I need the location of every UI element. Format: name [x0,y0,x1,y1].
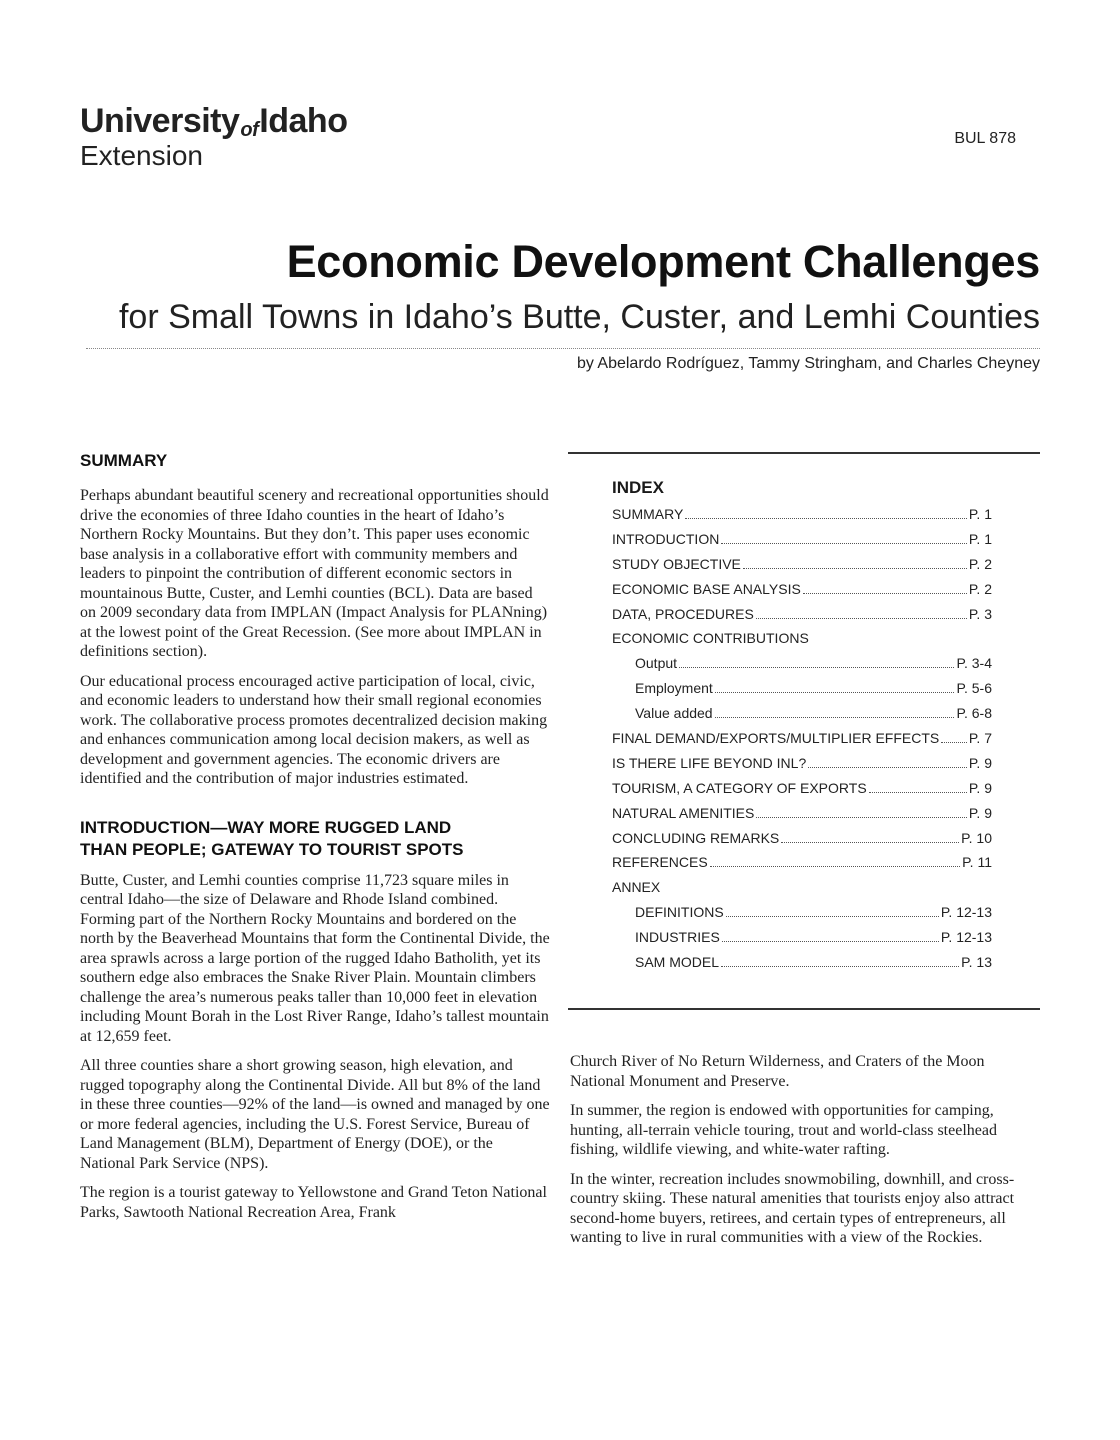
index-entry-page: P. 9 [968,754,992,771]
index-entry-label: ECONOMIC CONTRIBUTIONS [612,630,809,647]
introduction-paragraph: In the winter, recreation includes snowmobiling, downhill, and cross-country skiing. These natural amenities that tourists enjoy also attract second-home buyers, retirees, and certain types of entrepreneurs, all wanting to live in rural communities with a view of the Rockies. [570,1170,1015,1246]
title-divider [86,348,1040,349]
index-entry [612,879,992,904]
index-leader-dots [722,940,939,942]
index-leader-dots [756,816,967,818]
index-entry-page: P. 12-13 [940,904,992,921]
index-entry-label: ECONOMIC BASE ANALYSIS [612,580,801,597]
index-entry [612,655,992,680]
index-leader-dots [721,965,959,967]
introduction-paragraph: Butte, Custer, and Lemhi counties comprise 11,723 square miles in central Idaho—the size of Delaware and Rhode Island combined. Forming part of the Northern Rocky Mountains and bordered on the north by the Beaverhead Mountains that form the Continental Divide, the area sprawls across a large portion of the rugged Idaho Batholith, yet its southern edge also embraces the Snake River Plain. Mountain climbers challenge the area’s numerous peaks taller than 10,000 feet in elevation including Mount Borah in the Lost River Range, Idaho’s tallest mountain at 12,659 feet. [80,871,550,1045]
page-title: Economic Development Challenges [286,236,1040,287]
index-leader-dots [941,741,967,743]
index-leader-dots [715,716,955,718]
index-entry-label: REFERENCES [612,854,708,871]
index-entry-page: P. 3-4 [956,655,992,672]
index-entry-label: SUMMARY [612,506,684,522]
index-leader-dots [781,841,959,843]
summary-paragraph: Perhaps abundant beautiful scenery and recreational opportunities should drive the economies of three Idaho counties in the heart of Idaho’s Northern Rocky Mountains. But they don’t. This paper uses economic base analysis in a collaborative effort with community members and leaders to pinpoint the contribution of different economic sectors in mountainous Butte, Custer, and Lemhi counties (BCL). Data are based on 2009 secondary data from IMPLAN (Impact Analysis for PLANning) at the lowest point of the Great Recession. (See more about IMPLAN in definitions section). [80,487,549,660]
index-entry-page: P. 2 [968,555,992,572]
index-leader-dots [721,542,967,544]
left-column [80,450,550,1232]
summary-paragraph: Our educational process encouraged active participation of local, civic, and economic leaders to understand how their small regional economies work. The collaborative process promotes decentralized decision making and enhances communication among local decision makers, as well as development and government agencies. The economic drivers are identified and the contribution of major industries estimated. [80,672,548,787]
index-entry-label: INDUSTRIES [635,929,720,946]
index-entry [612,556,992,581]
index-entry-page: P. 9 [968,779,992,796]
index-entry-label: INTRODUCTION [612,530,720,547]
introduction-paragraph: The region is a tourist gateway to Yellowstone and Grand Teton National Parks, Sawtooth National Recreation Area, Frank [80,1184,547,1221]
index-entry [612,506,992,531]
university-of-idaho-logo [80,104,347,169]
summary-heading: SUMMARY [80,451,168,470]
index-entry-page: P. 13 [961,954,992,971]
index-entry-page: P. 5-6 [956,680,992,697]
index-leader-dots [756,617,967,619]
page-subtitle: for Small Towns in Idaho’s Butte, Custer, and Lemhi Counties [118,298,1040,336]
index-entry-page: P. 11 [962,854,992,871]
index-entry-page: P. 10 [961,829,992,846]
logo-extension: Extension [80,140,203,171]
authors-byline: by Abelardo Rodríguez, Tammy Stringham, and Charles Cheyney [576,355,1040,372]
index-entry [612,929,992,954]
index-entry [612,606,992,631]
index-entry [612,904,992,929]
index-entry [612,854,992,879]
index-box [568,452,1040,1010]
index-entry-page: P. 7 [968,730,992,747]
index-entry-page: P. 6-8 [956,705,992,722]
introduction-heading: INTRODUCTION—WAY MORE RUGGED LAND THAN PEOPLE; GATEWAY TO TOURIST SPOTS [80,817,464,859]
index-entry-label: DATA, PROCEDURES [612,605,754,622]
index-entry-page: P. 2 [968,580,992,597]
right-column [570,1052,1040,1258]
logo-wordmark: UniversityofIdaho [80,102,348,141]
index-entry-page: P. 1 [968,530,992,547]
index-entry-label: FINAL DEMAND/EXPORTS/MULTIPLIER EFFECTS [612,730,940,747]
index-entry-page: P. 3 [968,605,992,622]
bulletin-number: BUL 878 [954,130,1016,147]
index-entry [612,531,992,556]
index-leader-dots [679,666,954,668]
index-entry-label: Employment [635,680,713,697]
index-entry-label: NATURAL AMENITIES [612,804,755,821]
index-entry-label: STUDY OBJECTIVE [612,555,741,572]
introduction-paragraph: In summer, the region is endowed with opportunities for camping, hunting, all-terrain vehicle touring, trout and world-class steelhead fishing, wildlife viewing, and white-water rafting. [570,1102,997,1158]
index-entry-label: IS THERE LIFE BEYOND INL? [612,754,807,771]
index-entry-label: ANNEX [612,879,661,896]
index-entry [612,755,992,780]
index-leader-dots [710,865,960,867]
index-entry [612,730,992,755]
index-entry [612,805,992,830]
index-entry-page: P. 1 [968,506,992,522]
index-entry [612,581,992,606]
index-entry-label: SAM MODEL [635,954,720,971]
index-entry [612,705,992,730]
index-entry-label: Value added [635,705,713,722]
index-leader-dots [803,592,967,594]
introduction-paragraph: Church River of No Return Wilderness, and Craters of the Moon National Monument and Preserve. [570,1053,985,1090]
index-entry-page: P. 9 [968,804,992,821]
introduction-paragraph: All three counties share a short growing season, high elevation, and rugged topography along the Continental Divide. All but 8% of the land in these three counties—92% of the land—is owned and managed by one or more federal agencies, including the U.S. Forest Service, Bureau of Land Management (BLM), Department of Energy (DOE), or the National Park Service (NPS). [80,1057,550,1172]
index-entry [612,680,992,705]
index-entry [612,630,992,655]
index-entry [612,780,992,805]
index-leader-dots [715,691,955,693]
index-entry [612,830,992,855]
index-entry-label: TOURISM, A CATEGORY OF EXPORTS [612,779,867,796]
index-entry-page: P. 12-13 [940,929,992,946]
index-entry-label: CONCLUDING REMARKS [612,829,780,846]
index-list [612,506,992,979]
index-entry [612,954,992,979]
index-entry-label: Output [635,655,678,672]
index-entry-label: DEFINITIONS [635,904,724,921]
index-title: INDEX [612,478,664,497]
index-leader-dots [685,517,967,519]
index-leader-dots [869,791,967,793]
index-leader-dots [808,766,967,768]
index-leader-dots [726,915,939,917]
index-leader-dots [743,567,967,569]
